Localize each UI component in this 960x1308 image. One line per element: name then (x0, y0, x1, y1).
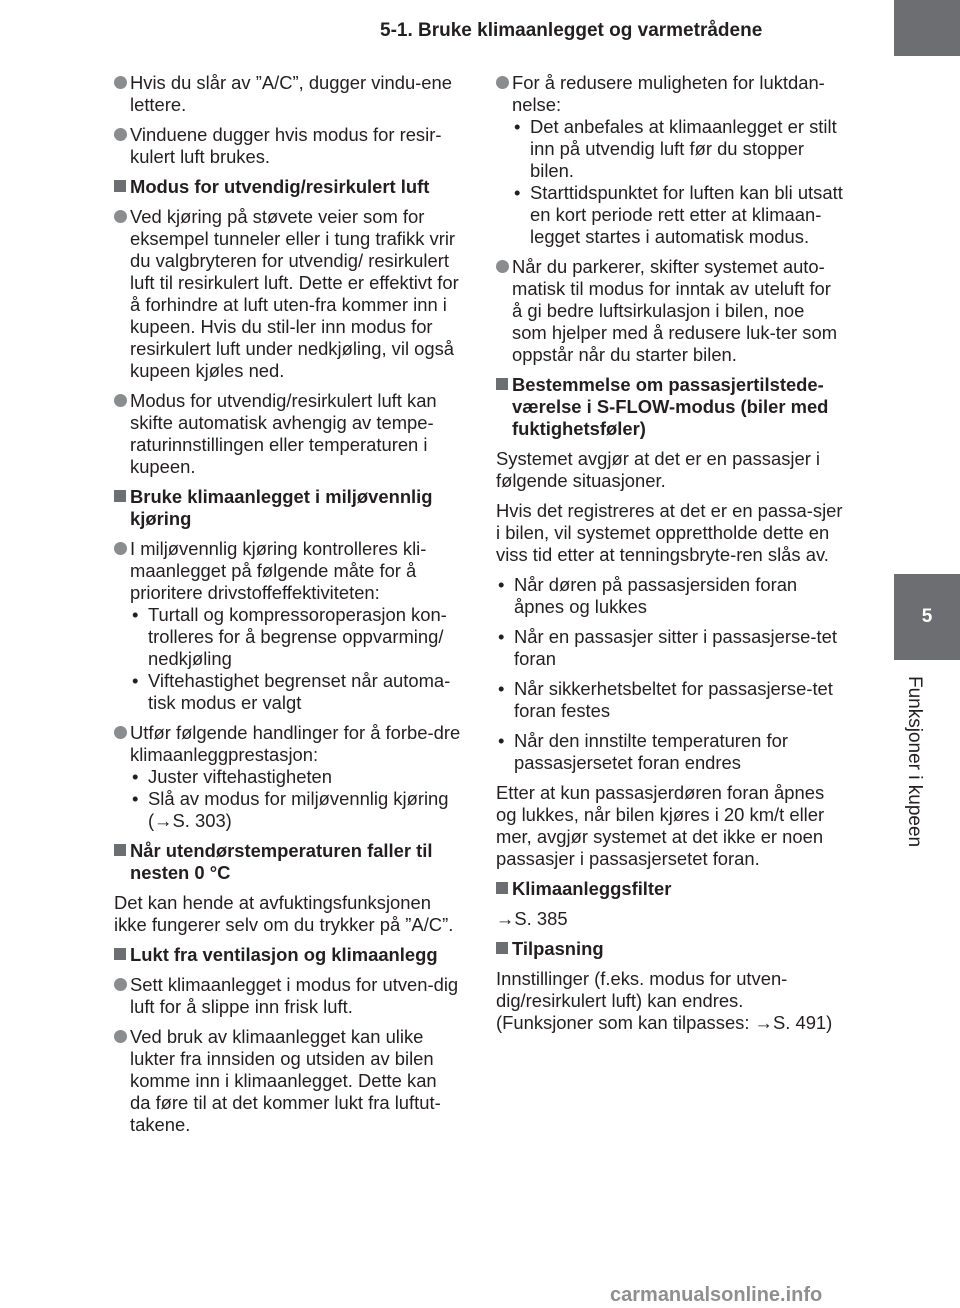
page-reference[interactable]: Slå av modus for miljøvennlig kjøring (→S. 303) (148, 788, 449, 831)
paragraph: Etter at kun passasjerdøren foran åpnes og lukkes, når bilen kjøres i 20 km/t eller mer, avgjør systemet at det ikke er noen passasjer i passasjersetet foran. (496, 782, 825, 869)
sub-item: • Slå av modus for miljøvennlig kjøring (→S. 303) (132, 788, 449, 831)
sub-item: • Starttidspunktet for luften kan bli utsatt en kort periode rett etter at klimaan-legget startes i automatisk modus. (514, 182, 843, 247)
bullet-dot-icon (114, 128, 127, 141)
bullet-item: For å redusere muligheten for luktdan-nelse: • Det anbefales at klimaanlegget er stilt inn på utvendig luft før du stopper bilen. • Starttidspunktet for luften kan bli utsatt en kort periode rett etter at klimaan-legget startes i automatisk modus. (496, 72, 844, 248)
sub-item: • Det anbefales at klimaanlegget er stilt inn på utvendig luft før du stopper bilen. (514, 116, 837, 181)
section-heading: Klimaanleggsfilter (496, 878, 844, 900)
watermark: carmanualsonline.info (610, 1284, 823, 1306)
bullet-dot-icon (114, 76, 127, 89)
heading-square-icon (496, 882, 508, 894)
heading-square-icon (114, 180, 126, 192)
left-column (114, 72, 462, 1144)
section-heading: Tilpasning (496, 938, 844, 960)
bullet-item: Når du parkerer, skifter systemet auto-matisk til modus for inntak av uteluft for å gi bedre luftsirkulasjon i bilen, noe som hjelper med å redusere luk-ter som oppstår når du starter bilen. (496, 256, 844, 366)
bullet-item: Ved bruk av klimaanlegget kan ulike lukter fra innsiden og utsiden av bilen komme inn i klimaanlegget. Dette kan da føre til at det kommer lukt fra luftut-takene. (114, 1026, 462, 1136)
paragraph: Hvis det registreres at det er en passa-sjer i bilen, vil systemet opprettholde dette en viss tid etter at tenningsbryte-ren slås av. (496, 500, 843, 565)
bullet-dot-icon (496, 260, 509, 273)
bullet-item: Vinduene dugger hvis modus for resir-kulert luft brukes. (114, 124, 462, 168)
bullet-dot-icon (114, 394, 127, 407)
header-page-tab (894, 0, 960, 56)
heading-square-icon (114, 490, 126, 502)
paragraph: Det kan hende at avfuktingsfunksjonen ikke fungerer selv om du trykker på ”A/C”. (114, 892, 454, 935)
bullet-item: Ved kjøring på støvete veier som for eksempel tunneler eller i tung trafikk vrir du valgbryteren for utvendig/ resirkulert luft til resirkulert luft. Dette er effektivt for å forhindre at luft uten-fra kommer inn i kupeen. Hvis du stil-ler inn modus for resirkulert luft under nedkjøling, vil også kupeen kjøles ned. (114, 206, 462, 382)
list-item: • Når en passasjer sitter i passasjerse-tet foran (498, 626, 837, 669)
section-title: 5-1. Bruke klimaanlegget og varmetrådene (380, 20, 763, 41)
page-number: 327 (826, 12, 883, 50)
bullet-item: I miljøvennlig kjøring kontrolleres kli-maanlegget på følgende måte for å prioritere drivstoffeffektiviteten: • Turtall og kompressoroperasjon kon-trolleres for å begrense oppvarming/ nedkjøling • Viftehastighet begrenset når automa-tisk modus er valgt (114, 538, 462, 714)
paragraph: Innstillinger (f.eks. modus for utven-dig/resirkulert luft) kan endres. (Funksjoner som kan tilpasses: →S. 491) (496, 968, 833, 1033)
bullet-dot-icon (114, 978, 127, 991)
bullet-dot-icon (114, 542, 127, 555)
bullet-dot-icon (114, 726, 127, 739)
bullet-item: Utfør følgende handlinger for å forbe-dre klimaanleggprestasjon: • Juster viftehastigheten • Slå av modus for miljøvennlig kjøring (→S. 303) (114, 722, 462, 832)
list-item: • Når den innstilte temperaturen for passasjersetet foran endres (498, 730, 788, 773)
section-heading: Lukt fra ventilasjon og klimaanlegg (114, 944, 462, 966)
paragraph: Systemet avgjør at det er en passasjer i følgende situasjoner. (496, 448, 821, 491)
sub-item: • Turtall og kompressoroperasjon kon-trolleres for å begrense oppvarming/ nedkjøling (132, 604, 447, 669)
chapter-title: Funksjoner i kupeen (904, 676, 925, 848)
heading-square-icon (114, 948, 126, 960)
section-heading: Når utendørstemperaturen faller til nesten 0 °C (114, 840, 462, 884)
list-item: • Når sikkerhetsbeltet for passasjerse-tet foran festes (498, 678, 833, 721)
bullet-item: Modus for utvendig/resirkulert luft kan skifte automatisk avhengig av tempe-raturinnstillingen eller temperaturen i kupeen. (114, 390, 462, 478)
bullet-item: Hvis du slår av ”A/C”, dugger vindu-ene lettere. (114, 72, 462, 116)
heading-square-icon (114, 844, 126, 856)
section-heading: Bruke klimaanlegget i miljøvennlig kjøring (114, 486, 462, 530)
bullet-dot-icon (496, 76, 509, 89)
section-heading: Bestemmelse om passasjertilstede-værelse i S-FLOW-modus (biler med fuktighetsføler) (496, 374, 844, 440)
sub-item: • Viftehastighet begrenset når automa-tisk modus er valgt (132, 670, 451, 713)
list-item: • Når døren på passasjersiden foran åpnes og lukkes (498, 574, 798, 617)
right-column (496, 72, 844, 1042)
bullet-item: Sett klimaanlegget i modus for utven-dig luft for å slippe inn frisk luft. (114, 974, 462, 1018)
heading-square-icon (496, 378, 508, 390)
section-heading: Modus for utvendig/resirkulert luft (114, 176, 462, 198)
chapter-number: 5 (921, 606, 933, 627)
bullet-dot-icon (114, 1030, 127, 1043)
heading-square-icon (496, 942, 508, 954)
bullet-dot-icon (114, 210, 127, 223)
sub-item: • Juster viftehastigheten (132, 766, 333, 787)
page-reference[interactable]: →S. 385 (496, 908, 568, 929)
